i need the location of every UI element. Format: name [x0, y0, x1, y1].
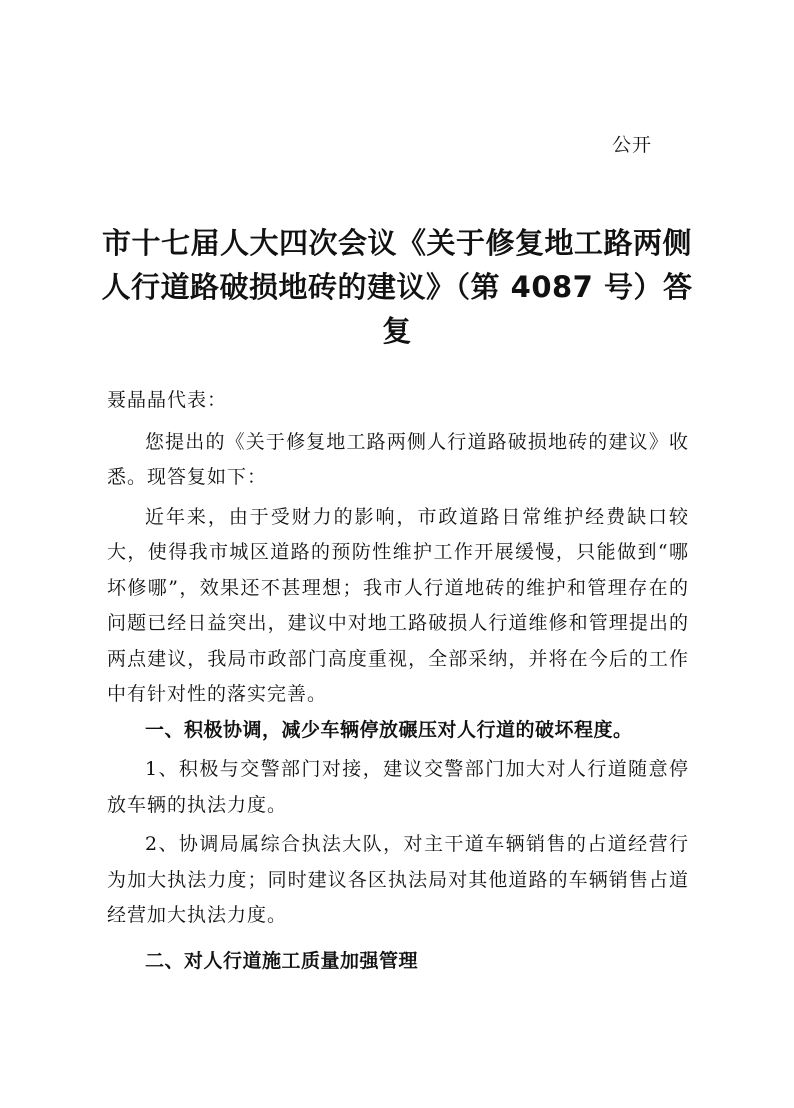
section-1-item-1: 1、积极与交警部门对接，建议交警部门加大对人行道随意停放车辆的执法力度。 [107, 758, 689, 816]
section-heading-1: 一、积极协调，减少车辆停放碾压对人行道的破坏程度。 [145, 718, 633, 741]
title-line-1: 市十七届人大四次会议《关于修复地工路两侧 [101, 226, 692, 260]
paragraph-acknowledgement: 您提出的《关于修复地工路两侧人行道路破损地砖的建议》收悉。现答复如下： [107, 430, 689, 488]
paragraph-background: 近年来，由于受财力的影响，市政道路日常维护经费缺口较大，使得我市城区道路的预防性维护工作开展缓慢，只能做到“哪坏修哪”，效果还不甚理想；我市人行道地砖的维护和管理存在的问题已经日益突出，建议中对地工路破损人行道维修和管理提出的两点建议，我局市政部门高度重视，全部采纳，并将在今后的工作中有针对性的落实完善。 [107, 505, 689, 705]
section-1-item-2: 2、协调局属综合执法大队，对主干道车辆销售的占道经营行为加大执法力度；同时建议各区执法局对其他道路的车辆销售占道经营加大执法力度。 [107, 833, 689, 926]
title-line-2: 人行道路破损地砖的建议》（第 4087 号）答 [101, 270, 693, 304]
title-line-3: 复 [382, 314, 412, 348]
classification-label: 公开 [612, 134, 653, 156]
salutation: 聂晶晶代表： [107, 389, 228, 411]
document-title [100, 221, 694, 353]
section-heading-2: 二、对人行道施工质量加强管理 [145, 949, 419, 972]
document-body [107, 383, 689, 979]
